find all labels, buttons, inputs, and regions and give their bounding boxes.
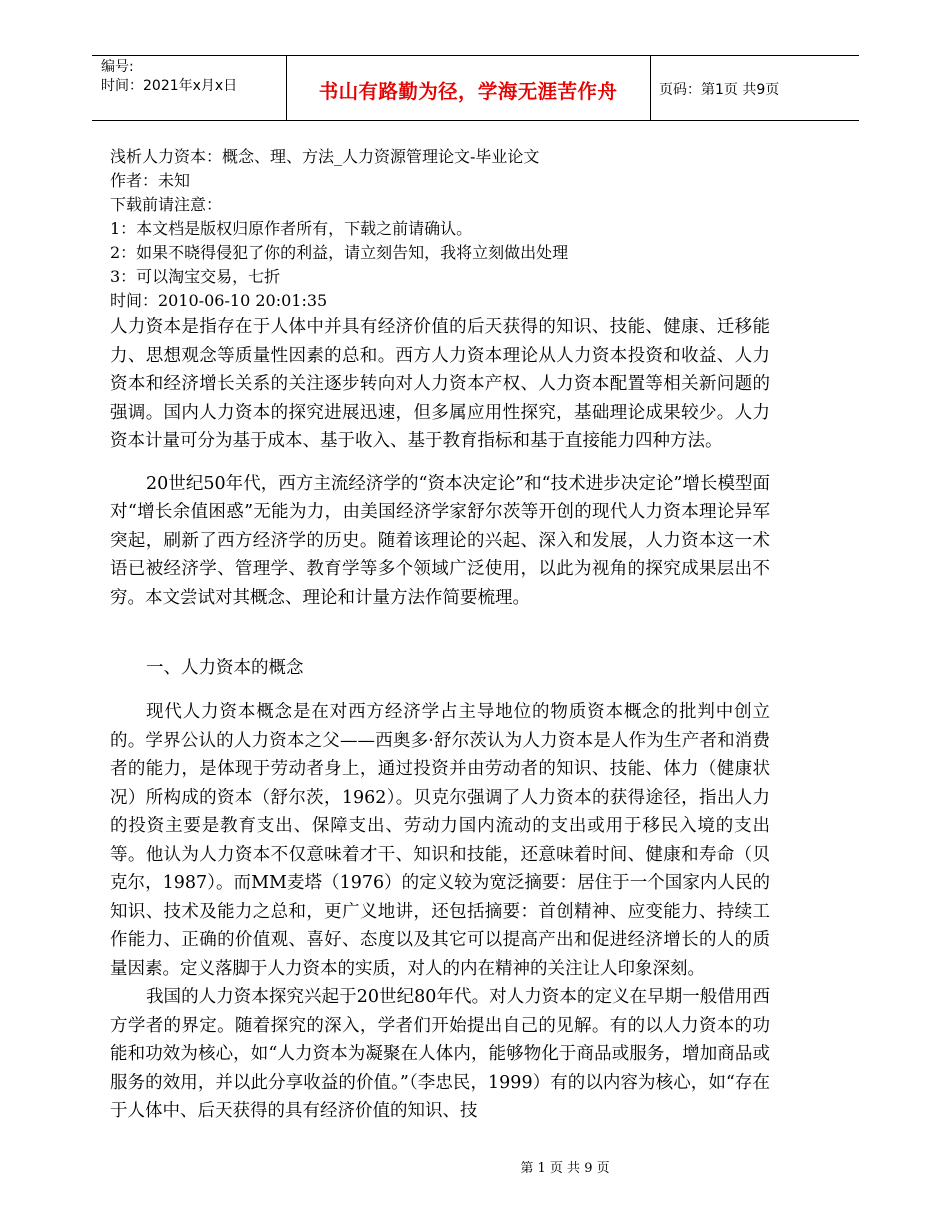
document-author: 作者：未知	[110, 171, 191, 190]
document-time: 时间：2010-06-10 20:01:35	[110, 291, 328, 310]
download-note-heading: 下载前请注意：	[110, 195, 223, 214]
header-time-label: 时间：2021年x月x日	[101, 78, 238, 94]
abstract-paragraph: 人力资本是指存在于人体中并具有经济价值的后天获得的知识、技能、健康、迁移能力、思想观念等质量性因素的总和。西方人力资本理论从人力资本投资和收益、人力资本和经济增长关系的关注逐步转向对人力资本产权、人力资本配置等相关新问题的强调。国内人力资本的探究进展迅速，但多属应用性探究，基础理论成果较少。人力资本计量可分为基于成本、基于收入、基于教育指标和基于直接能力四种方法。	[110, 317, 770, 451]
header-motto: 书山有路勤为径，学海无涯苦作舟	[318, 80, 618, 103]
header-divider-2	[650, 55, 651, 121]
header-left-cell	[101, 58, 237, 96]
intro-paragraph: 20世纪50年代，西方主流经济学的“资本决定论”和“技术进步决定论”增长模型面对“增长余值困惑”无能为力，由美国经济学家舒尔茨等开创的现代人力资本理论异军突起，刷新了西方经济学的历史。随着该理论的兴起、深入和发展，人力资本这一术语已被经济学、管理学、教育学等多个领域广泛使用，以此为视角的探究成果层出不穷。本文尝试对其概念、理论和计量方法作简要梳理。	[110, 473, 770, 608]
document-body	[110, 145, 770, 1126]
document-title: 浅析人力资本：概念、理、方法_人力资源管理论文-毕业论文	[110, 147, 540, 166]
header-page-info: 页码：第1页 共9页	[659, 82, 780, 98]
header-bottom-rule	[92, 120, 859, 121]
section-paragraph-2: 我国的人力资本探究兴起于20世纪80年代。对人力资本的定义在早期一般借用西方学者的界定。随着探究的深入，学者们开始提出自己的见解。有的以人力资本的功能和功效为核心，如“人力资本为凝聚在人体内，能够物化于商品或服务，增加商品或服务的效用，并以此分享收益的价值。”（李忠民，1999）有的以内容为核心，如“存在于人体中、后天获得的具有经济价值的知识、技	[110, 987, 770, 1121]
section-paragraph-1: 现代人力资本概念是在对西方经济学占主导地位的物质资本概念的批判中创立的。学界公认的人力资本之父——西奥多·舒尔茨认为人力资本是人作为生产者和消费者的能力，是体现于劳动者身上，通过投资并由劳动者的知识、技能、体力（健康状况）所构成的资本（舒尔茨，1962）。贝克尔强调了人力资本的获得途径，指出人力的投资主要是教育支出、保障支出、劳动力国内流动的支出或用于移民入境的支出等。他认为人力资本不仅意味着才干、知识和技能，还意味着时间、健康和寿命（贝克尔，1987）。而MM麦塔（1976）的定义较为宽泛摘要：居住于一个国家内人民的知识、技术及能力之总和，更广义地讲，还包括摘要：首创精神、应变能力、持续工作能力、正确的价值观、喜好、态度以及其它可以提高产出和促进经济增长的人的质量因素。定义落脚于人力资本的实质，对人的内在精神的关注让人印象深刻。	[110, 702, 770, 979]
download-note-2: 2：如果不晓得侵犯了你的利益，请立刻告知，我将立刻做出处理	[110, 243, 569, 262]
download-note-1: 1：本文档是版权归原作者所有，下载之前请确认。	[110, 219, 473, 238]
header-number-label: 编号:	[101, 59, 134, 75]
download-note-3: 3：可以淘宝交易，七折	[110, 267, 281, 286]
page-footer	[0, 1157, 950, 1176]
footer-page-number: 第 1 页 共 9 页	[520, 1161, 610, 1176]
header-top-rule	[92, 55, 859, 56]
section-heading: 一、人力资本的概念	[146, 658, 304, 678]
